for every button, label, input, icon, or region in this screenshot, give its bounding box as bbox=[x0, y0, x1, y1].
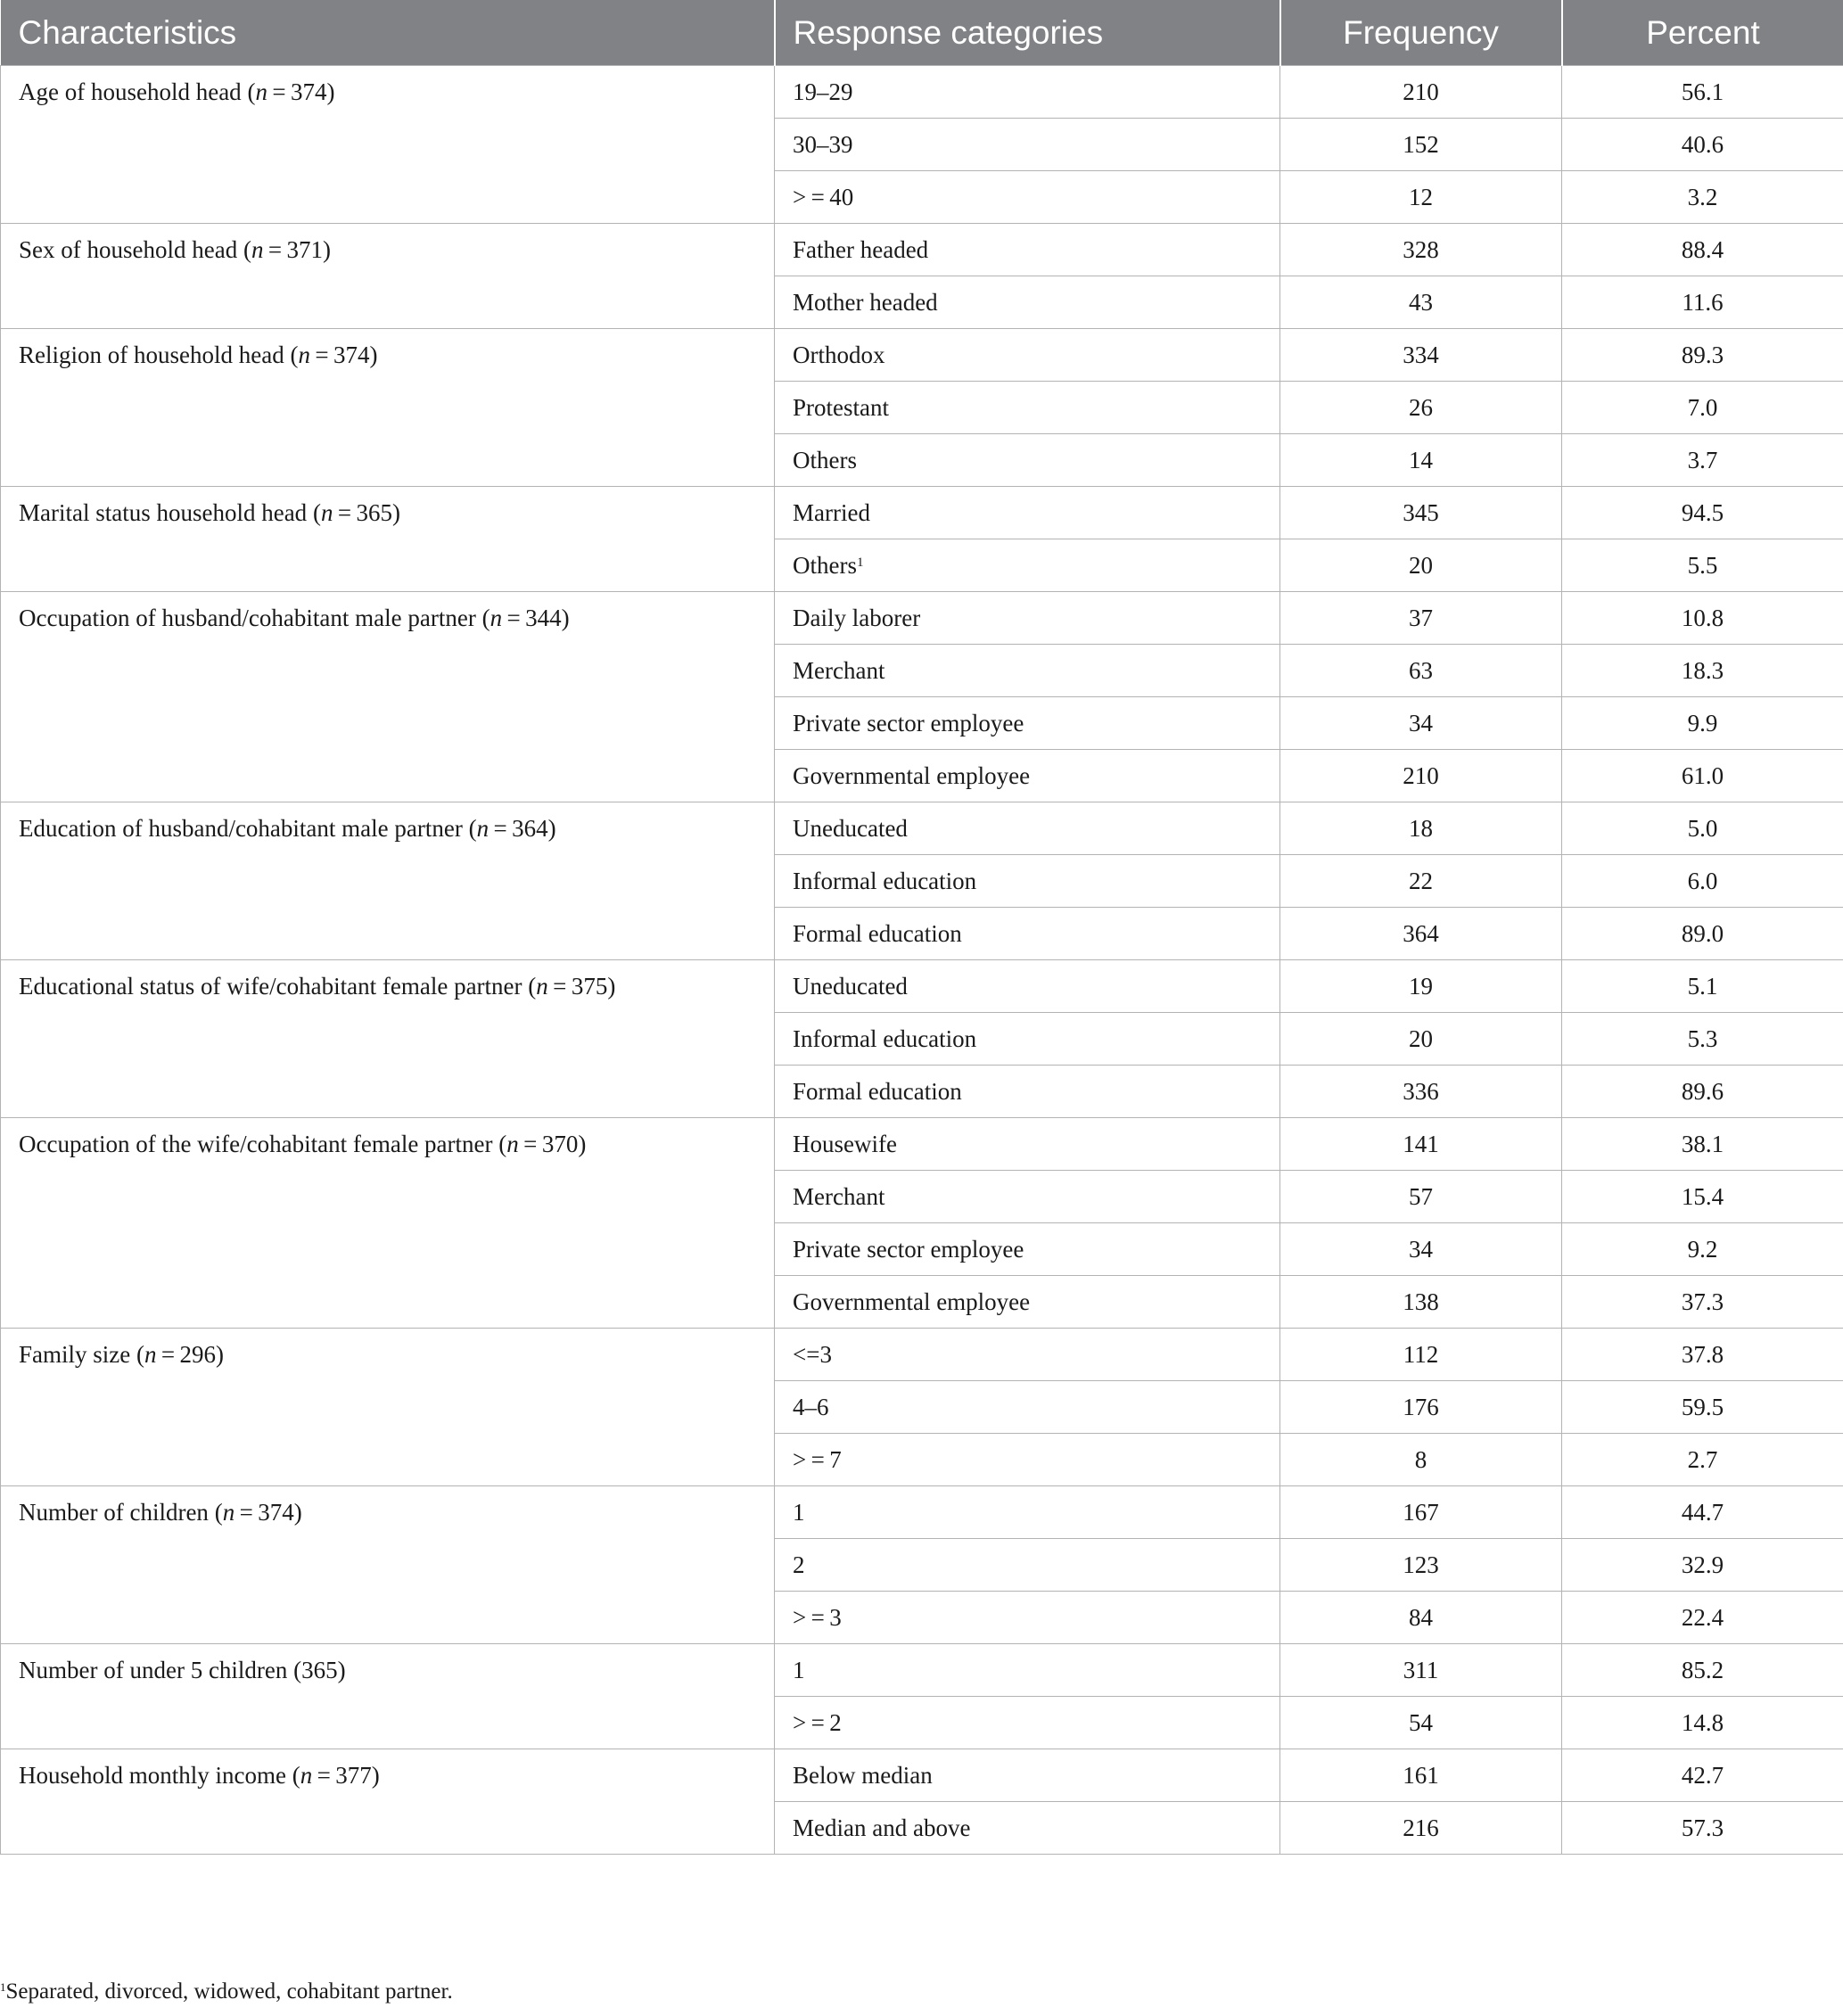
percent-cell: 88.4 bbox=[1562, 224, 1843, 276]
category-cell bbox=[775, 1329, 1280, 1381]
frequency-cell: 152 bbox=[1280, 119, 1562, 171]
category-cell bbox=[775, 224, 1280, 276]
characteristic-cell: Sex of household head (n = 371) bbox=[1, 224, 775, 329]
category-label: 1 bbox=[793, 1656, 805, 1683]
characteristic-label: Educational status of wife/cohabitant female partner bbox=[19, 973, 522, 1000]
category-cell bbox=[775, 1802, 1280, 1855]
frequency-cell: 19 bbox=[1280, 960, 1562, 1013]
frequency-cell: 210 bbox=[1280, 750, 1562, 802]
category-label: Others bbox=[793, 446, 857, 473]
header-row bbox=[1, 0, 1843, 66]
percent-cell: 85.2 bbox=[1562, 1644, 1843, 1697]
header-percent: Percent bbox=[1562, 0, 1843, 66]
category-cell bbox=[775, 1434, 1280, 1486]
percent-cell: 3.7 bbox=[1562, 434, 1843, 487]
characteristic-label: Family size bbox=[19, 1341, 131, 1368]
n-symbol: n bbox=[300, 1762, 313, 1789]
frequency-cell: 34 bbox=[1280, 697, 1562, 750]
characteristic-label: Number of under 5 children (365) bbox=[19, 1657, 346, 1683]
percent-cell: 5.5 bbox=[1562, 539, 1843, 592]
n-symbol: n bbox=[490, 605, 503, 631]
characteristic-cell: Age of household head (n = 374) bbox=[1, 66, 775, 224]
table-row bbox=[1, 802, 1843, 855]
table-body bbox=[1, 66, 1843, 1855]
table-row bbox=[1, 592, 1843, 645]
frequency-cell: 167 bbox=[1280, 1486, 1562, 1539]
table-row bbox=[1, 960, 1843, 1013]
category-label: Orthodox bbox=[793, 341, 885, 368]
percent-cell: 89.3 bbox=[1562, 329, 1843, 382]
category-label: Merchant bbox=[793, 1182, 885, 1210]
category-cell bbox=[775, 1118, 1280, 1171]
category-label: Formal education bbox=[793, 919, 962, 947]
category-cell bbox=[775, 382, 1280, 434]
frequency-cell: 334 bbox=[1280, 329, 1562, 382]
frequency-cell: 123 bbox=[1280, 1539, 1562, 1592]
characteristic-label: Religion of household head bbox=[19, 341, 284, 368]
characteristic-cell: Education of husband/cohabitant male partner (n = 364) bbox=[1, 802, 775, 960]
category-cell bbox=[775, 592, 1280, 645]
category-cell bbox=[775, 1539, 1280, 1592]
percent-cell: 14.8 bbox=[1562, 1697, 1843, 1749]
category-label: Married bbox=[793, 498, 870, 526]
characteristic-cell: Educational status of wife/cohabitant female partner (n = 375) bbox=[1, 960, 775, 1118]
frequency-cell: 20 bbox=[1280, 1013, 1562, 1066]
frequency-cell: 20 bbox=[1280, 539, 1562, 592]
category-label: Others bbox=[793, 551, 857, 579]
percent-cell: 3.2 bbox=[1562, 171, 1843, 224]
n-symbol: n bbox=[251, 236, 264, 263]
category-cell bbox=[775, 855, 1280, 908]
category-cell bbox=[775, 697, 1280, 750]
category-label: 4–6 bbox=[793, 1393, 829, 1420]
percent-cell: 44.7 bbox=[1562, 1486, 1843, 1539]
percent-cell: 38.1 bbox=[1562, 1118, 1843, 1171]
percent-cell: 7.0 bbox=[1562, 382, 1843, 434]
characteristic-label: Number of children bbox=[19, 1499, 209, 1526]
category-label: 19–29 bbox=[793, 78, 853, 105]
sample-size: 371 bbox=[286, 236, 323, 263]
percent-cell: 11.6 bbox=[1562, 276, 1843, 329]
percent-cell: 56.1 bbox=[1562, 66, 1843, 119]
category-label: Private sector employee bbox=[793, 1235, 1024, 1263]
table-row bbox=[1, 224, 1843, 276]
percent-cell: 22.4 bbox=[1562, 1592, 1843, 1644]
percent-cell: 5.3 bbox=[1562, 1013, 1843, 1066]
header-characteristics: Characteristics bbox=[1, 0, 775, 66]
category-label: 30–39 bbox=[793, 130, 853, 158]
category-cell bbox=[775, 908, 1280, 960]
header-frequency: Frequency bbox=[1280, 0, 1562, 66]
category-cell bbox=[775, 960, 1280, 1013]
frequency-cell: 63 bbox=[1280, 645, 1562, 697]
sample-size: 374 bbox=[290, 78, 327, 105]
frequency-cell: 216 bbox=[1280, 1802, 1562, 1855]
characteristic-label: Sex of household head bbox=[19, 236, 238, 263]
frequency-cell: 43 bbox=[1280, 276, 1562, 329]
footnote bbox=[0, 1979, 453, 2004]
percent-cell: 42.7 bbox=[1562, 1749, 1843, 1802]
frequency-cell: 37 bbox=[1280, 592, 1562, 645]
footnote-reference: 1 bbox=[856, 555, 864, 570]
frequency-cell: 34 bbox=[1280, 1223, 1562, 1276]
category-cell bbox=[775, 1171, 1280, 1223]
category-label: Formal education bbox=[793, 1077, 962, 1105]
frequency-cell: 8 bbox=[1280, 1434, 1562, 1486]
category-cell bbox=[775, 487, 1280, 539]
table-header bbox=[1, 0, 1843, 66]
characteristic-cell: Family size (n = 296) bbox=[1, 1329, 775, 1486]
frequency-cell: 161 bbox=[1280, 1749, 1562, 1802]
characteristic-cell bbox=[1, 1644, 775, 1749]
category-cell bbox=[775, 276, 1280, 329]
sample-size: 377 bbox=[335, 1762, 372, 1789]
n-symbol: n bbox=[222, 1499, 235, 1526]
n-symbol: n bbox=[255, 78, 267, 105]
frequency-cell: 311 bbox=[1280, 1644, 1562, 1697]
characteristic-cell: Occupation of husband/cohabitant male partner (n = 344) bbox=[1, 592, 775, 802]
category-label: Uneducated bbox=[793, 972, 908, 1000]
table-row bbox=[1, 1644, 1843, 1697]
n-symbol: n bbox=[506, 1131, 519, 1157]
category-cell bbox=[775, 171, 1280, 224]
sample-size: 365 bbox=[356, 499, 392, 526]
frequency-cell: 14 bbox=[1280, 434, 1562, 487]
category-label: Mother headed bbox=[793, 288, 938, 316]
category-label: > = 40 bbox=[793, 183, 854, 210]
frequency-cell: 210 bbox=[1280, 66, 1562, 119]
percent-cell: 15.4 bbox=[1562, 1171, 1843, 1223]
n-symbol: n bbox=[320, 499, 333, 526]
percent-cell: 5.1 bbox=[1562, 960, 1843, 1013]
frequency-cell: 12 bbox=[1280, 171, 1562, 224]
category-label: Housewife bbox=[793, 1130, 897, 1157]
category-cell bbox=[775, 1066, 1280, 1118]
category-cell bbox=[775, 539, 1280, 592]
percent-cell: 10.8 bbox=[1562, 592, 1843, 645]
frequency-cell: 328 bbox=[1280, 224, 1562, 276]
footnote-text: Separated, divorced, widowed, cohabitant partner. bbox=[5, 1979, 453, 2004]
category-cell bbox=[775, 645, 1280, 697]
category-cell bbox=[775, 329, 1280, 382]
n-symbol: n bbox=[144, 1341, 157, 1368]
table-row bbox=[1, 1749, 1843, 1802]
frequency-cell: 138 bbox=[1280, 1276, 1562, 1329]
table-row bbox=[1, 487, 1843, 539]
percent-cell: 32.9 bbox=[1562, 1539, 1843, 1592]
header-response-categories: Response categories bbox=[775, 0, 1280, 66]
sample-size: 344 bbox=[525, 605, 562, 631]
frequency-cell: 336 bbox=[1280, 1066, 1562, 1118]
category-cell bbox=[775, 1486, 1280, 1539]
percent-cell: 37.3 bbox=[1562, 1276, 1843, 1329]
category-label: Below median bbox=[793, 1761, 933, 1789]
frequency-cell: 54 bbox=[1280, 1697, 1562, 1749]
characteristic-cell: Marital status household head (n = 365) bbox=[1, 487, 775, 592]
characteristic-cell: Religion of household head (n = 374) bbox=[1, 329, 775, 487]
percent-cell: 18.3 bbox=[1562, 645, 1843, 697]
characteristic-label: Education of husband/cohabitant male partner bbox=[19, 815, 463, 842]
percent-cell: 59.5 bbox=[1562, 1381, 1843, 1434]
frequency-cell: 18 bbox=[1280, 802, 1562, 855]
category-cell bbox=[775, 434, 1280, 487]
characteristic-label: Occupation of husband/cohabitant male partner bbox=[19, 605, 476, 631]
frequency-cell: 22 bbox=[1280, 855, 1562, 908]
percent-cell: 61.0 bbox=[1562, 750, 1843, 802]
category-cell bbox=[775, 1381, 1280, 1434]
category-cell bbox=[775, 1276, 1280, 1329]
n-symbol: n bbox=[476, 815, 490, 842]
percent-cell: 5.0 bbox=[1562, 802, 1843, 855]
category-label: Governmental employee bbox=[793, 1288, 1031, 1315]
category-label: 1 bbox=[793, 1498, 805, 1526]
characteristic-label: Age of household head bbox=[19, 78, 242, 105]
n-symbol: n bbox=[298, 341, 310, 368]
category-cell bbox=[775, 1644, 1280, 1697]
percent-cell: 2.7 bbox=[1562, 1434, 1843, 1486]
category-label: Median and above bbox=[793, 1814, 971, 1841]
category-label: Governmental employee bbox=[793, 761, 1031, 789]
category-cell bbox=[775, 1697, 1280, 1749]
frequency-cell: 57 bbox=[1280, 1171, 1562, 1223]
table-row bbox=[1, 1329, 1843, 1381]
category-label: Private sector employee bbox=[793, 709, 1024, 736]
category-label: > = 2 bbox=[793, 1708, 842, 1736]
category-label: Informal education bbox=[793, 867, 977, 894]
category-cell bbox=[775, 119, 1280, 171]
table-row bbox=[1, 66, 1843, 119]
category-label: Uneducated bbox=[793, 814, 908, 842]
percent-cell: 94.5 bbox=[1562, 487, 1843, 539]
frequency-cell: 364 bbox=[1280, 908, 1562, 960]
sample-size: 364 bbox=[512, 815, 548, 842]
percent-cell: 89.0 bbox=[1562, 908, 1843, 960]
category-cell bbox=[775, 750, 1280, 802]
category-label: Merchant bbox=[793, 656, 885, 684]
n-symbol: n bbox=[536, 973, 548, 1000]
table-row bbox=[1, 1486, 1843, 1539]
characteristic-cell: Occupation of the wife/cohabitant female partner (n = 370) bbox=[1, 1118, 775, 1329]
category-label: 2 bbox=[793, 1551, 805, 1578]
category-label: Daily laborer bbox=[793, 604, 921, 631]
frequency-cell: 141 bbox=[1280, 1118, 1562, 1171]
percent-cell: 40.6 bbox=[1562, 119, 1843, 171]
category-label: <=3 bbox=[793, 1340, 832, 1368]
category-cell bbox=[775, 1592, 1280, 1644]
category-label: > = 3 bbox=[793, 1603, 842, 1631]
category-cell bbox=[775, 66, 1280, 119]
category-label: > = 7 bbox=[793, 1445, 842, 1473]
table-row bbox=[1, 329, 1843, 382]
frequency-cell: 84 bbox=[1280, 1592, 1562, 1644]
frequency-cell: 345 bbox=[1280, 487, 1562, 539]
sample-size: 374 bbox=[333, 341, 370, 368]
category-label: Protestant bbox=[793, 393, 889, 421]
frequency-cell: 112 bbox=[1280, 1329, 1562, 1381]
percent-cell: 89.6 bbox=[1562, 1066, 1843, 1118]
category-cell bbox=[775, 1749, 1280, 1802]
sample-size: 375 bbox=[571, 973, 608, 1000]
percent-cell: 37.8 bbox=[1562, 1329, 1843, 1381]
percent-cell: 6.0 bbox=[1562, 855, 1843, 908]
frequency-cell: 176 bbox=[1280, 1381, 1562, 1434]
percent-cell: 9.2 bbox=[1562, 1223, 1843, 1276]
sample-size: 370 bbox=[541, 1131, 579, 1157]
sample-size: 374 bbox=[258, 1499, 294, 1526]
percent-cell: 57.3 bbox=[1562, 1802, 1843, 1855]
characteristic-label: Household monthly income bbox=[19, 1762, 286, 1789]
category-label: Father headed bbox=[793, 235, 929, 263]
frequency-cell: 26 bbox=[1280, 382, 1562, 434]
category-cell bbox=[775, 802, 1280, 855]
sample-size: 296 bbox=[179, 1341, 217, 1368]
category-cell bbox=[775, 1013, 1280, 1066]
category-cell bbox=[775, 1223, 1280, 1276]
characteristic-label: Occupation of the wife/cohabitant female partner bbox=[19, 1131, 493, 1157]
percent-cell: 9.9 bbox=[1562, 697, 1843, 750]
footnote-mark: 1 bbox=[0, 1980, 6, 1994]
table-row bbox=[1, 1118, 1843, 1171]
characteristic-label: Marital status household head bbox=[19, 499, 308, 526]
characteristic-cell: Number of children (n = 374) bbox=[1, 1486, 775, 1644]
characteristic-cell: Household monthly income (n = 377) bbox=[1, 1749, 775, 1855]
category-label: Informal education bbox=[793, 1024, 977, 1052]
